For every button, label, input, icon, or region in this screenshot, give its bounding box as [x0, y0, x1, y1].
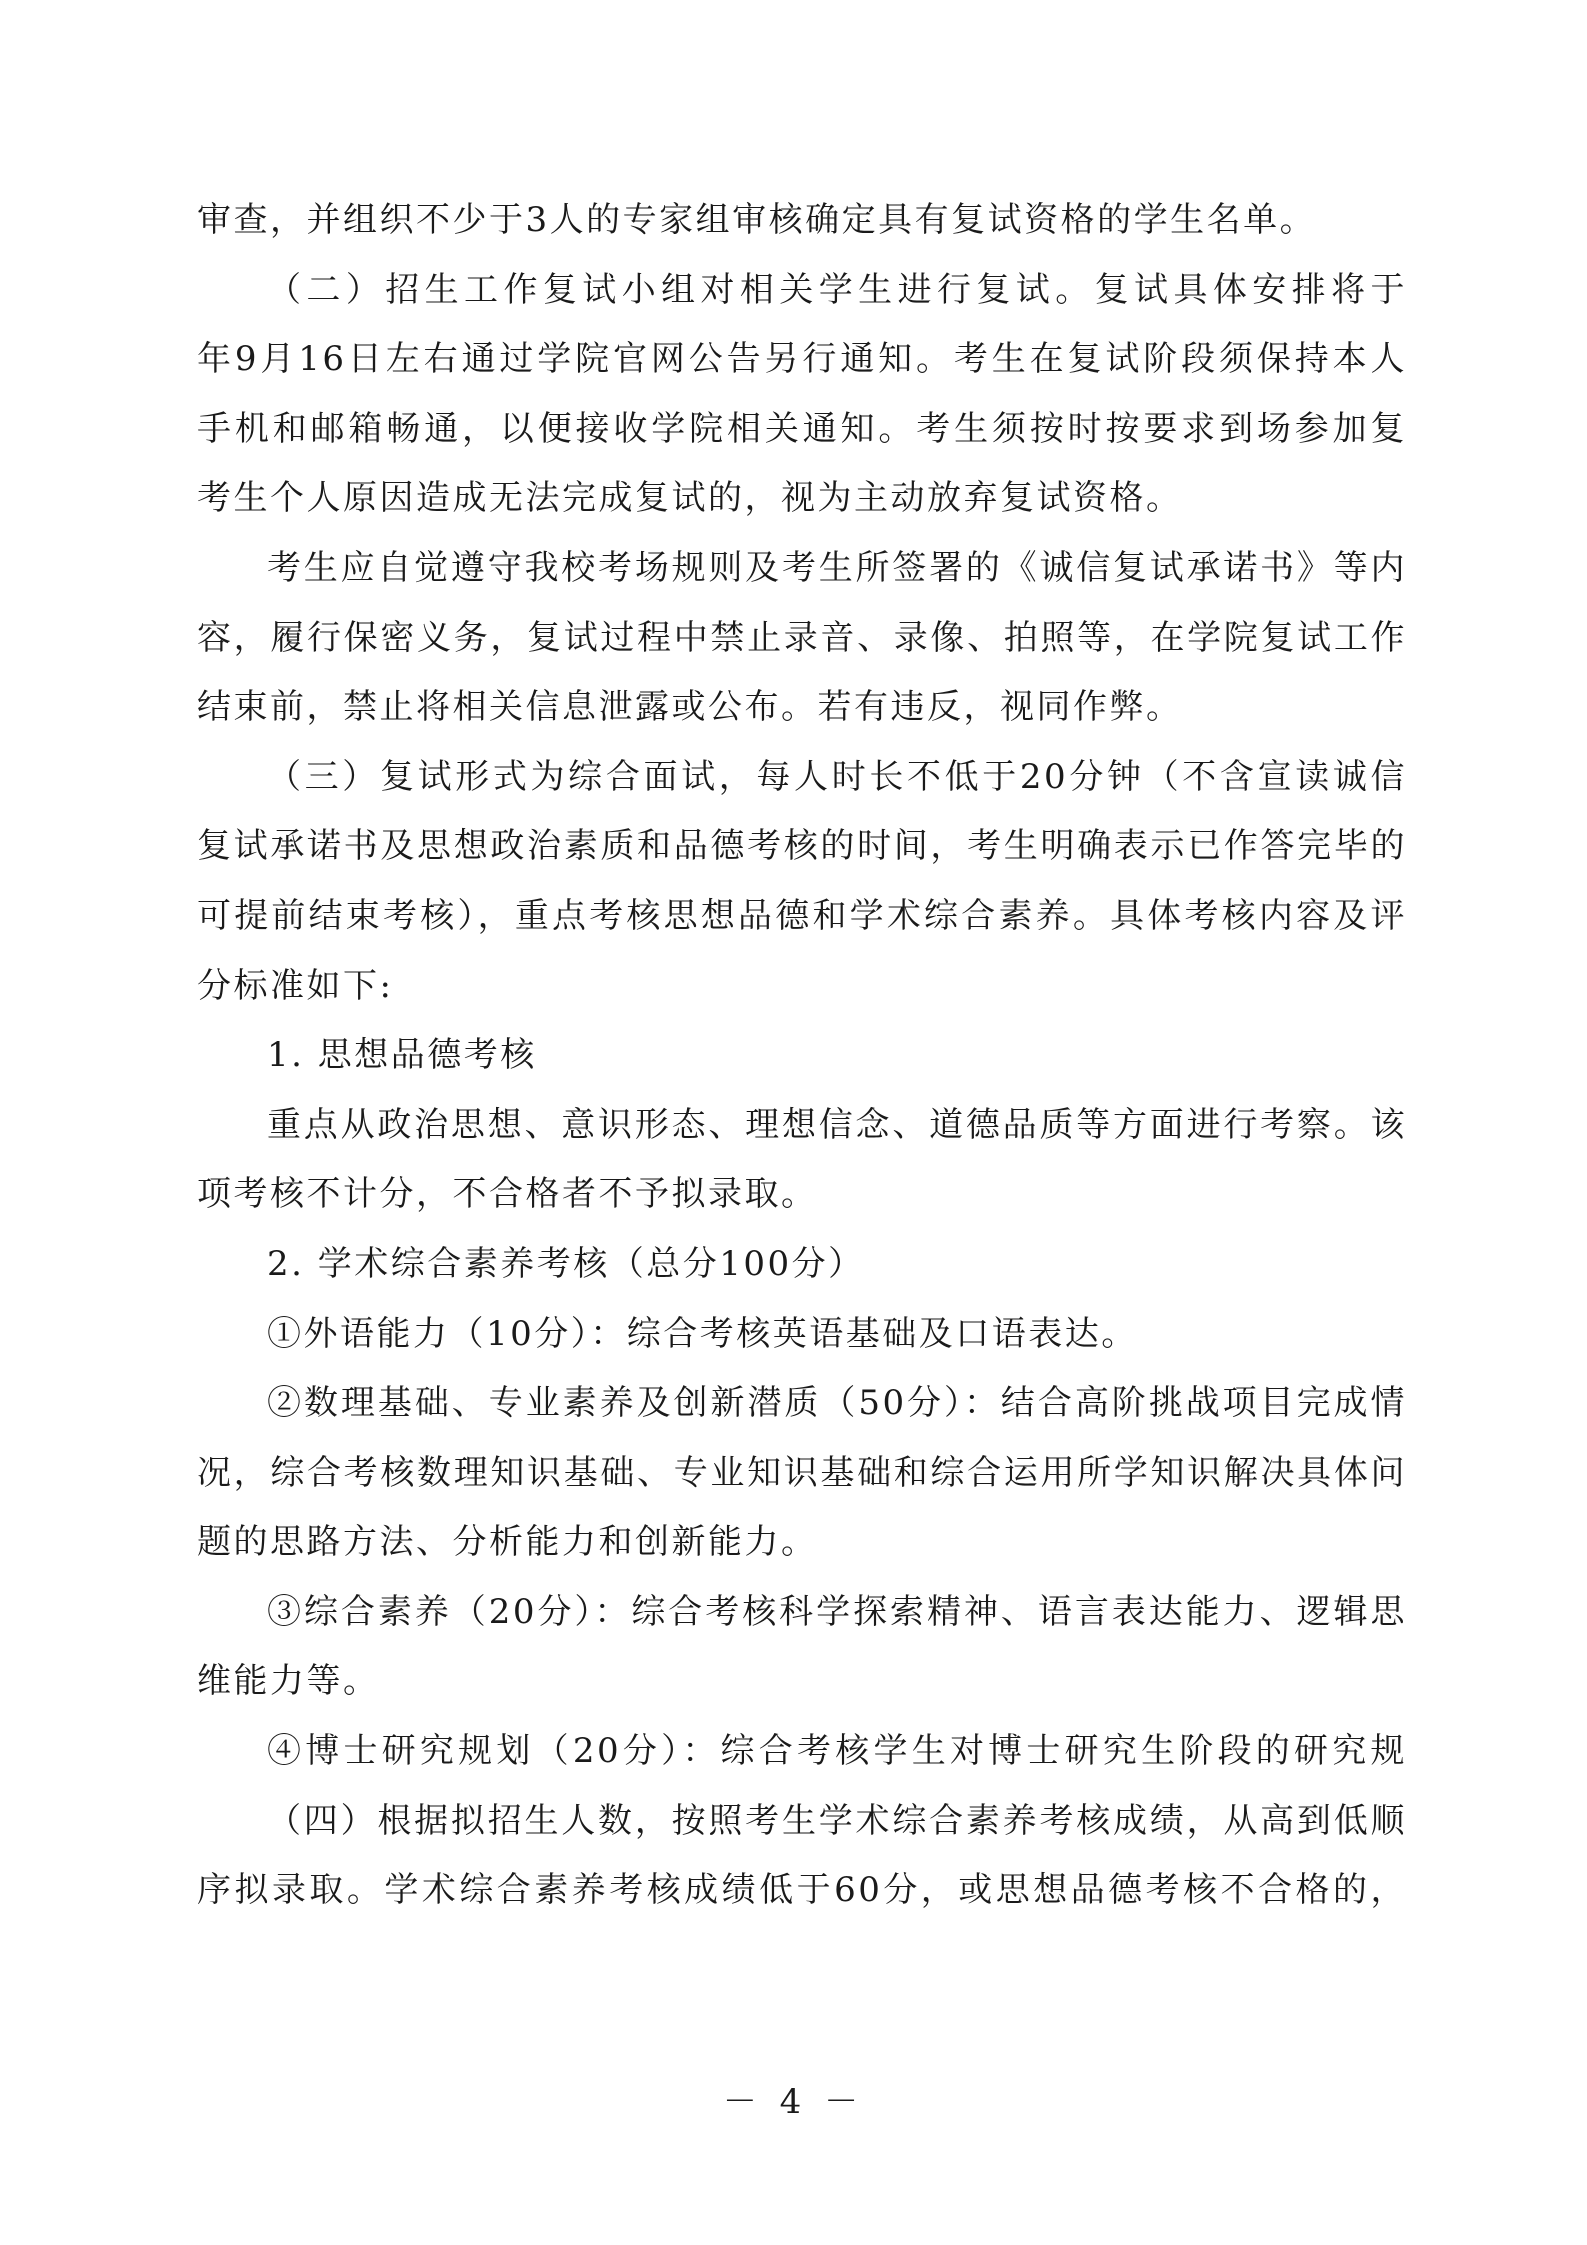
text-line: 考生个人原因造成无法完成复试的，视为主动放弃复试资格。 [197, 478, 1183, 519]
text-line: ①外语能力（10分）：综合考核英语基础及口语表达。 [267, 1313, 1138, 1354]
text-line: 可提前结束考核），重点考核思想品德和学术综合素养。具体考核内容及评 [197, 895, 1407, 936]
text-line: 考生应自觉遵守我校考场规则及考生所签署的《诚信复试承诺书》等内 [267, 547, 1407, 588]
body-text [197, 186, 1407, 1926]
text-line: ④博士研究规划（20分）：综合考核学生对博士研究生阶段的研究规 [267, 1731, 1407, 1772]
text-line: 维能力等。 [197, 1661, 380, 1702]
text-line: （二）招生工作复试小组对相关学生进行复试。复试具体安排将于 [267, 269, 1407, 310]
text-line: 项考核不计分，不合格者不予拟录取。 [197, 1174, 818, 1215]
text-line: 复试承诺书及思想政治素质和品德考核的时间，考生明确表示已作答完毕的 [197, 826, 1407, 867]
text-line: 审查，并组织不少于3人的专家组审核确定具有复试资格的学生名单。 [197, 200, 1317, 240]
text-line: 2. 学术综合素养考核（总分100分） [267, 1243, 865, 1284]
text-line: ③综合素养（20分）：综合考核科学探索精神、语言表达能力、逻辑思 [267, 1591, 1407, 1632]
text-line: 1. 思想品德考核 [267, 1035, 537, 1076]
page-number: － 4 － [722, 2082, 865, 2122]
text-line: 容，履行保密义务，复试过程中禁止录音、录像、拍照等，在学院复试工作 [197, 617, 1407, 658]
text-line: 题的思路方法、分析能力和创新能力。 [197, 1522, 818, 1563]
text-line: 序拟录取。学术综合素养考核成绩低于60分，或思想品德考核不合格的， [197, 1870, 1407, 1911]
text-line: ②数理基础、专业素养及创新潜质（50分）：结合高阶挑战项目完成情 [267, 1383, 1407, 1424]
text-line: 年9月16日左右通过学院官网公告另行通知。考生在复试阶段须保持本人 [197, 339, 1407, 380]
text-line: （三）复试形式为综合面试，每人时长不低于20分钟（不含宣读诚信 [267, 756, 1407, 797]
text-line: 结束前，禁止将相关信息泄露或公布。若有违反，视同作弊。 [197, 687, 1183, 728]
text-line: （四）根据拟招生人数，按照考生学术综合素养考核成绩，从高到低顺 [267, 1800, 1407, 1841]
text-line: 分标准如下: [197, 965, 394, 1006]
text-line: 手机和邮箱畅通，以便接收学院相关通知。考生须按时按要求到场参加复 [197, 408, 1407, 449]
text-line: 重点从政治思想、意识形态、理想信念、道德品质等方面进行考察。该 [267, 1104, 1407, 1145]
text-line: 况，综合考核数理知识基础、专业知识基础和综合运用所学知识解决具体问 [197, 1452, 1407, 1493]
